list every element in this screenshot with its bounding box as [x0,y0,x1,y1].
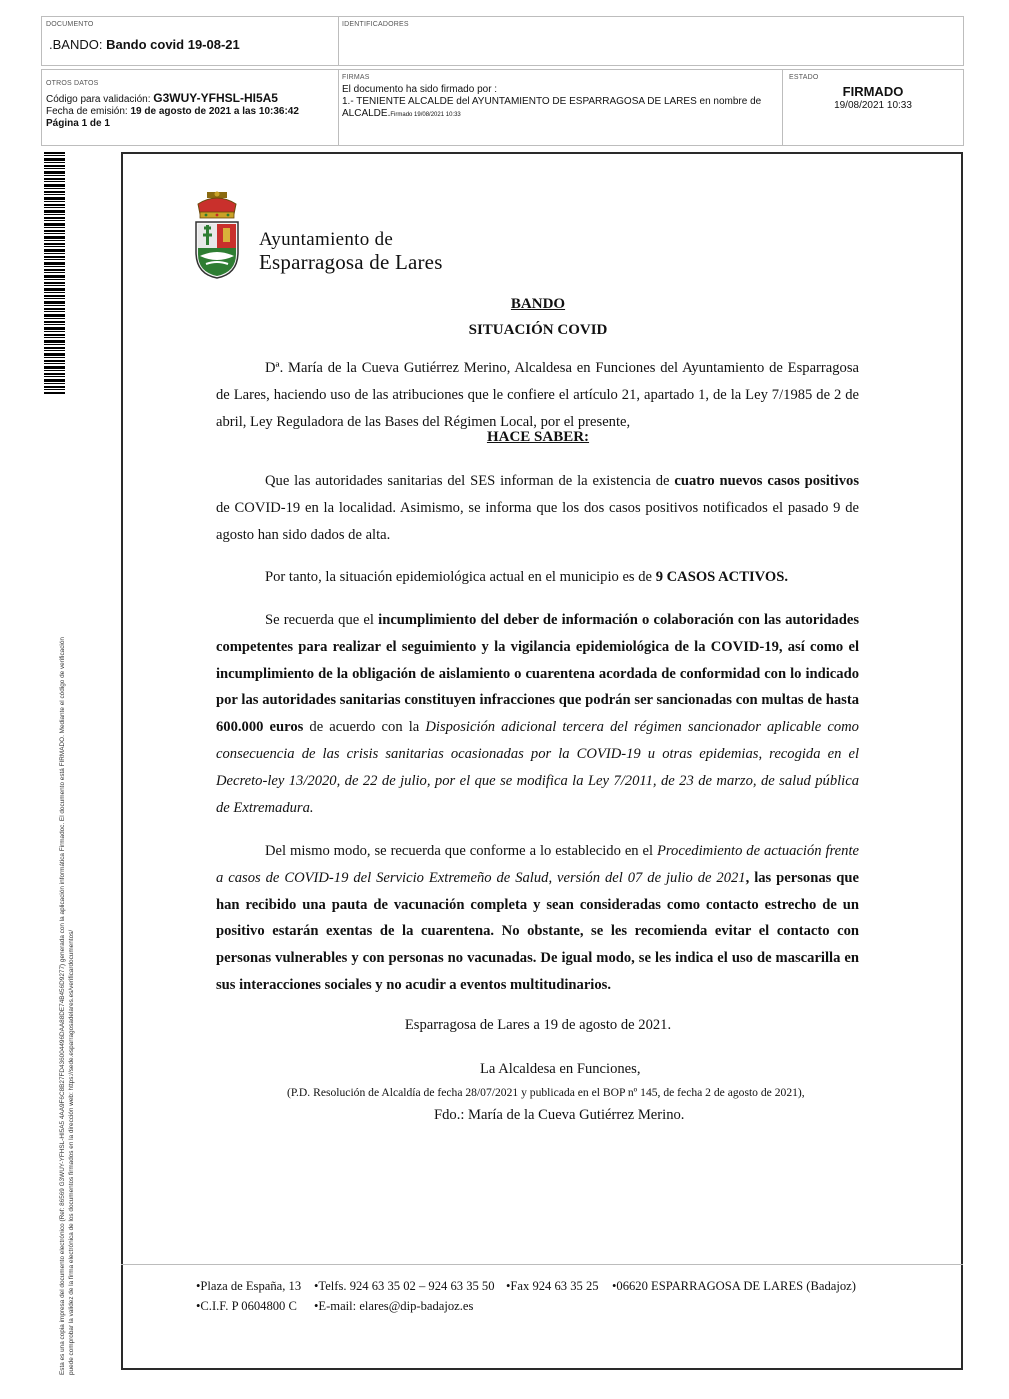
p4-part-c: de acuerdo con la [303,719,426,736]
side-line-2: puede comprobar la validez de la firma electrónica de los documentos firmados en la dirección web: https://sede.esparragosadelares.es/verificardocumentos/ [68,929,75,1375]
paragraph-cases [216,468,859,548]
identificadores-cell [338,17,963,65]
verification-side-text [58,390,76,1375]
barcode-image [44,152,65,394]
hace-saber-text: HACE SABER: [486,429,590,445]
letterhead-line-1: Ayuntamiento de [259,229,394,250]
p2-part-b: cuatro nuevos casos positivos [674,473,859,489]
p4-part-a: Se recuerda que el [265,612,379,628]
firmas-alcalde: ALCALDE. [342,108,391,119]
p5-part-c: , las personas que han recibido una pauta de vacunación completa y sean consideradas como contacto estrecho de un positivo estarán exentas de la cuarentena. No obstante, se les recomienda evitar el contacto con personas vulnerables y con personas no vacunadas. De igual modo, se les indica el uso de mascarilla en sus interacciones sociales y no acudir a eventos multitudinarios. [216,869,859,993]
firmas-date-small: Firmado 19/08/2021 10:33 [390,112,461,118]
p3-part-b: 9 CASOS ACTIVOS. [655,569,788,585]
footer-address: •Plaza de España, 13 [196,1279,302,1293]
fecha-value: 19 de agosto de 2021 a las 10:36:42 [130,106,299,117]
hace-saber-heading [216,429,860,446]
documento-prefix: .BANDO: [49,37,103,52]
otros-datos-cell [42,70,338,145]
footer-phones: •Telfs. 924 63 35 02 – 924 63 35 50 [314,1279,495,1293]
p4-part-d: Disposición adicional tercera del régimen sancionador aplicable como consecuencia de las crisis sanitarias ocasionadas por la COVID-19 u otras epidemias, recogida en el Decreto-ley 13/2020, de 22 de julio, por el que se modifica la Ley 7/2011, de 23 de marzo, de salud pública de Extremadura. [216,719,859,816]
documento-value: Bando covid 19-08-21 [106,37,240,52]
estado-value: FIRMADO [842,84,904,99]
p5-part-a: Del mismo modo, se recuerda que conforme a lo establecido en el [265,843,657,859]
firmas-line-1: El documento ha sido firmado por : [342,84,498,95]
estado-label: ESTADO [789,74,819,81]
document-title [216,296,860,313]
p4-part-b: incumplimiento del deber de información o colaboración con las autoridades competentes para realizar el seguimiento y la vigilancia epidemiológica de la COVID-19, así como el incumplimiento de la obligación de aislamiento o cuarentena acordada de conformidad con lo indicado por las autoridades sanitarias constituyen infracciones que podrán ser sancionadas con multas de hasta 600.000 euros [216,612,860,736]
codigo-validacion [46,92,278,106]
estado-cell [782,70,963,145]
page-count: Página 1 de 1 [46,118,110,129]
footer-divider [121,1264,963,1265]
documento-title [49,37,240,52]
firmas-line-3 [342,108,461,121]
place-and-date: Esparragosa de Lares a 19 de agosto de 2021. [404,1017,672,1033]
paragraph-active-cases [216,564,859,591]
header-row-details [41,69,964,146]
p5-part-b: Procedimiento de actuación frente a casos de COVID-19 del Servicio Extremeño de Salud, versión del 07 de julio de 2021 [216,843,859,886]
delegation-note: (P.D. Resolución de Alcaldía de fecha 28/07/2021 y publicada en el BOP nº 145, de fecha 2 de agosto de 2021), [287,1086,805,1099]
title-bando: BANDO [510,296,566,312]
identificadores-label: IDENTIFICADORES [342,21,409,28]
side-line-1: Esta es una copia impresa del documento electrónico (Ref: 86569 G3WUY-YFHSL-HI5A5 4AA9F6C8B27FD436004496DAA88DE74B456D9277) generada con la aplicación informática Firmadoc. El documento está FIRMADO. Mediante el código de verificación [59,637,66,1375]
firmas-label: FIRMAS [342,74,370,81]
header-row-document [41,16,964,66]
codigo-label: Código para validación: [46,94,151,105]
documento-cell [42,17,338,65]
paragraph-vaccination [216,838,859,999]
letterhead-line-2: Esparragosa de Lares [259,250,443,274]
footer-email: •E-mail: elares@dip-badajoz.es [314,1299,474,1313]
footer-fax: •Fax 924 63 35 25 [506,1279,599,1293]
p3-part-a: Por tanto, la situación epidemiológica actual en el municipio es de [265,569,656,585]
estado-date: 19/08/2021 10:33 [834,100,912,111]
footer-city: •06620 ESPARRAGOSA DE LARES (Badajoz) [612,1279,856,1293]
paragraph-sanctions [216,607,859,821]
document-subtitle: SITUACIÓN COVID [468,322,608,338]
otros-datos-label: OTROS DATOS [46,80,99,87]
firmas-cell [338,70,782,145]
documento-label: DOCUMENTO [46,21,94,28]
fecha-label: Fecha de emisión: [46,106,128,117]
p2-part-a: Que las autoridades sanitarias del SES informan de la existencia de [265,473,675,489]
signer-name: Fdo.: María de la Cueva Gutiérrez Merino. [434,1107,685,1123]
codigo-value: G3WUY-YFHSL-HI5A5 [153,91,278,105]
footer-cif: •C.I.F. P 0604800 C [196,1299,297,1313]
firmas-line-2: 1.- TENIENTE ALCALDE del AYUNTAMIENTO DE ESPARRAGOSA DE LARES en nombre de [342,96,762,107]
p2-part-c: de COVID-19 en la localidad. Asimismo, se informa que los dos casos positivos notificados el pasado 9 de agosto han sido dados de alta. [216,499,859,543]
coat-of-arms-icon [192,190,242,280]
signer-role: La Alcaldesa en Funciones, [480,1061,641,1077]
fecha-emision [46,106,299,118]
paragraph-intro: Dª. María de la Cueva Gutiérrez Merino, Alcaldesa en Funciones del Ayuntamiento de Esparragosa de Lares, haciendo uso de las atribuciones que le confiere el artículo 21, apartado 1, de la Ley 7/1985 de 2 de abril, Ley Reguladora de las Bases del Régimen Local, por el presente, [216,360,859,430]
